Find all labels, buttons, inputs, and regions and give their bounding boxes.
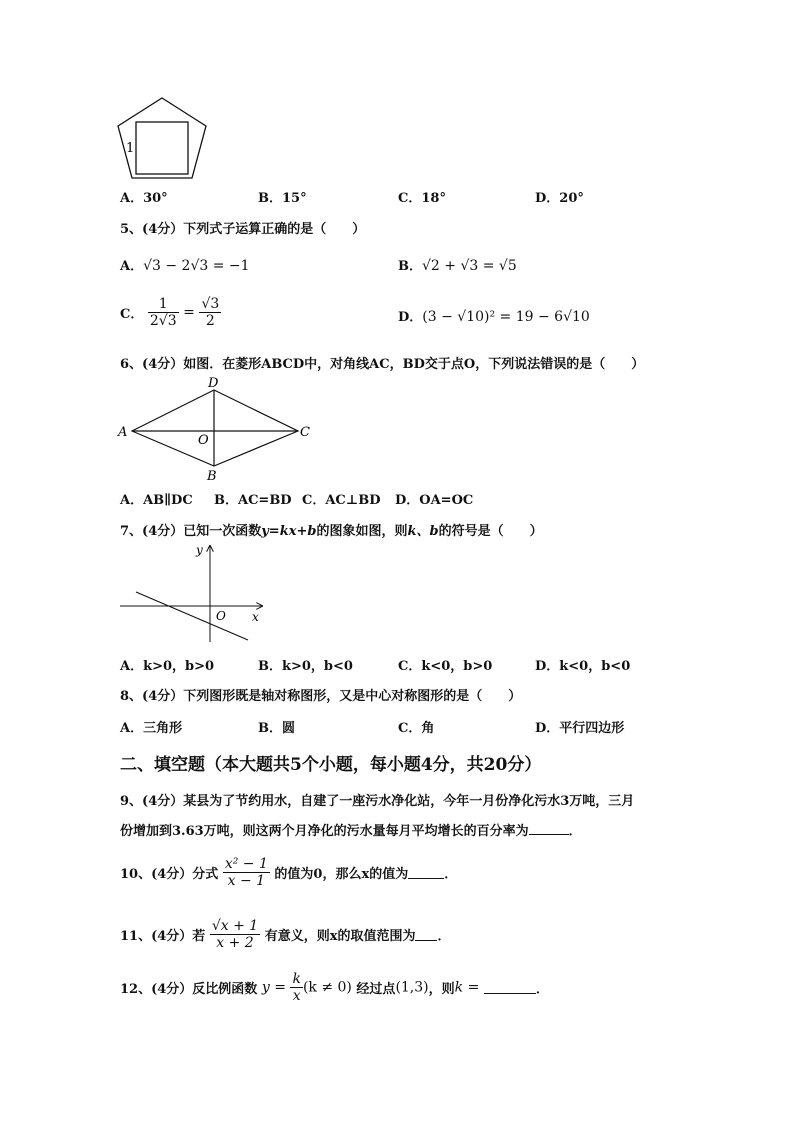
origin-label: O xyxy=(216,609,226,623)
q10-fraction xyxy=(223,856,270,889)
q7-stem xyxy=(120,520,543,539)
q5-option-d-prefix: D． xyxy=(398,310,423,325)
q5-option-c-fraction-left xyxy=(148,296,179,329)
q12-denominator: x xyxy=(292,988,301,1005)
q7-stem-pre: 7、(4分）已知一次函数 xyxy=(120,524,262,539)
vertex-label-a: A xyxy=(118,425,128,440)
q4-option-c: C．18° xyxy=(398,191,446,206)
q7-option-c: C．k<0，b>0 xyxy=(398,659,493,674)
q5-c-numerator: 1 xyxy=(148,296,179,313)
q7-option-a: A．k>0，b>0 xyxy=(120,659,215,674)
q9-answer-blank[interactable] xyxy=(529,822,569,835)
q10-numerator: x² − 1 xyxy=(224,856,268,872)
q10-answer-blank[interactable] xyxy=(408,866,444,879)
q5-c-right-denominator: 2 xyxy=(205,313,215,330)
q12-post: ，则 xyxy=(428,982,455,998)
q11-denominator: x + 2 xyxy=(216,935,254,952)
q6-rhombus-figure xyxy=(116,374,316,484)
q5-option-c xyxy=(120,296,221,329)
q5-c-right-numerator: √3 xyxy=(201,296,220,312)
q5-c-equals: = xyxy=(183,304,195,321)
q5-option-d-expr: (3 − √10)² = 19 − 6√10 xyxy=(422,309,590,325)
q4-pentagon-figure xyxy=(112,92,212,182)
q9-line-1: 9、(4分）某县为了节约用水，自建了一座污水净化站，今年一月份净化污水3万吨，三月 xyxy=(120,794,635,809)
q9-line-2 xyxy=(120,820,582,839)
q5-option-a-expr: √3 − 2√3 = −1 xyxy=(143,258,250,274)
q6-stem: 6、(4分）如图．在菱形ABCD中，对角线AC，BD交于点O，下列说法错误的是（ ） xyxy=(120,357,645,372)
q5-option-b-expr: √2 + √3 = √5 xyxy=(422,258,517,274)
q11-answer-blank[interactable] xyxy=(415,928,437,941)
q7-option-b: B．k>0，b<0 xyxy=(258,659,353,674)
q12-answer-blank[interactable] xyxy=(484,981,536,994)
angle-label: 1 xyxy=(126,141,135,156)
q8-option-d: D．平行四边形 xyxy=(535,721,625,736)
q12-fraction xyxy=(290,971,302,1004)
q12-line xyxy=(120,971,549,1004)
q6-option-c: C．AC⊥BD xyxy=(302,493,381,508)
q5-option-b-prefix: B． xyxy=(398,259,422,274)
q7-stem-end: 的符号是（ ） xyxy=(438,524,543,539)
q12-mid: 经过点 xyxy=(356,982,396,998)
q7-stem-expr: y=kx+b xyxy=(261,524,317,539)
center-label-o: O xyxy=(198,433,209,448)
q11-fraction xyxy=(210,918,260,951)
q12-point: (1,3) xyxy=(395,979,429,996)
q8-option-c: C．角 xyxy=(398,721,435,736)
q12-condition: (k ≠ 0) xyxy=(302,979,352,996)
q5-option-d xyxy=(398,306,590,325)
q6-option-d: D．OA=OC xyxy=(395,493,474,508)
q4-option-b: B．15° xyxy=(258,191,307,206)
q12-k-var: k = xyxy=(454,979,480,996)
q11-end: ． xyxy=(437,929,451,945)
q7-stem-vars: k、b xyxy=(407,524,439,539)
q10-pre: 10、(4分）分式 xyxy=(120,867,219,883)
q12-lhs: y = xyxy=(261,979,286,996)
q5-option-a xyxy=(120,255,250,274)
q10-end: ． xyxy=(444,867,458,883)
q5-option-c-prefix: C． xyxy=(120,307,144,323)
q5-option-b xyxy=(398,255,517,274)
q11-line xyxy=(120,918,451,951)
q10-post: 的值为0，那么x的值为 xyxy=(274,867,409,883)
q8-option-a: A．三角形 xyxy=(120,721,183,736)
q9-line-2-text: 份增加到3.63万吨，则这两个月净化的污水量每月平均增长的百分率为 xyxy=(120,824,529,839)
q10-denominator: x − 1 xyxy=(227,873,266,890)
section-2-heading: 二、填空题（本大题共5个小题，每小题4分，共20分） xyxy=(120,755,542,775)
q7-option-d: D．k<0，b<0 xyxy=(535,659,631,674)
q8-stem: 8、(4分）下列图形既是轴对称图形，又是中心对称图形的是（ ） xyxy=(120,689,522,704)
q11-pre: 11、(4分）若 xyxy=(120,929,206,945)
q11-post: 有意义，则x的取值范围为 xyxy=(264,929,416,945)
q12-numerator: k xyxy=(292,971,301,987)
rhombus-shape xyxy=(132,390,298,466)
q6-option-a: A．AB∥DC xyxy=(120,493,193,508)
q9-end: ． xyxy=(568,824,582,839)
q12-pre: 12、(4分）反比例函数 xyxy=(120,982,258,998)
pentagon-shape xyxy=(118,98,206,178)
q5-option-c-fraction-right xyxy=(199,296,221,329)
q4-option-d: D．20° xyxy=(535,191,584,206)
vertex-label-b: B xyxy=(207,469,217,484)
function-line xyxy=(136,592,248,640)
q6-option-b: B．AC=BD xyxy=(214,493,292,508)
q10-line xyxy=(120,856,457,889)
x-axis-label: x xyxy=(252,610,259,624)
q5-option-a-prefix: A． xyxy=(120,259,144,274)
q12-end: ． xyxy=(535,982,549,998)
vertex-label-d: D xyxy=(208,376,219,391)
q7-graph-figure xyxy=(116,540,276,648)
q5-c-denominator: 2√3 xyxy=(149,313,177,330)
square-shape xyxy=(136,122,188,174)
q4-option-a: A．30° xyxy=(120,191,168,206)
vertex-label-c: C xyxy=(300,425,310,440)
q5-stem: 5、(4分）下列式子运算正确的是（ ） xyxy=(120,222,366,237)
q11-numerator: √x + 1 xyxy=(211,918,259,934)
q8-option-b: B．圆 xyxy=(258,721,295,736)
q7-stem-post: 的图象如图，则 xyxy=(316,524,408,539)
y-axis-label: y xyxy=(196,543,203,557)
